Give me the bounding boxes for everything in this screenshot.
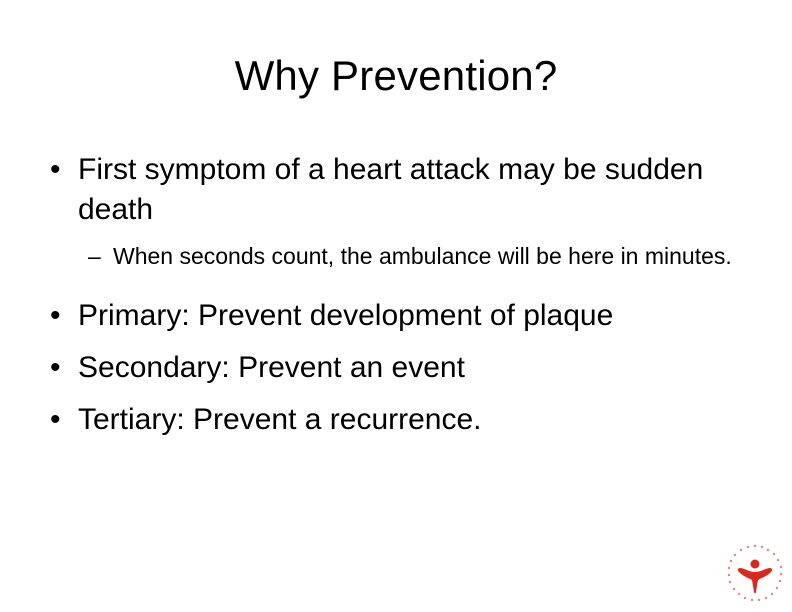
bullet-text: Secondary: Prevent an event [78, 351, 465, 384]
bullet-marker: • [50, 153, 61, 186]
bullet-item [50, 342, 750, 394]
bullet-item [50, 290, 750, 342]
bullet-marker: • [50, 299, 61, 332]
bullet-text: Primary: Prevent development of plaque [78, 299, 614, 332]
bullet-item [50, 394, 750, 446]
slide-title: Why Prevention? [234, 52, 558, 99]
sub-bullet-text: When seconds count, the ambulance will be here in minutes. [113, 243, 732, 269]
heart-person-seal-icon [722, 540, 788, 606]
bullet-marker: • [50, 351, 61, 384]
bullet-item [50, 150, 750, 230]
bullet-text: Tertiary: Prevent a recurrence. [78, 403, 482, 436]
slide-body [50, 150, 750, 446]
bullet-marker: • [50, 403, 61, 436]
sub-bullet-marker: – [88, 243, 101, 269]
sub-bullet-item [50, 240, 750, 272]
bullet-text: First symptom of a heart attack may be sudden death [78, 153, 704, 226]
